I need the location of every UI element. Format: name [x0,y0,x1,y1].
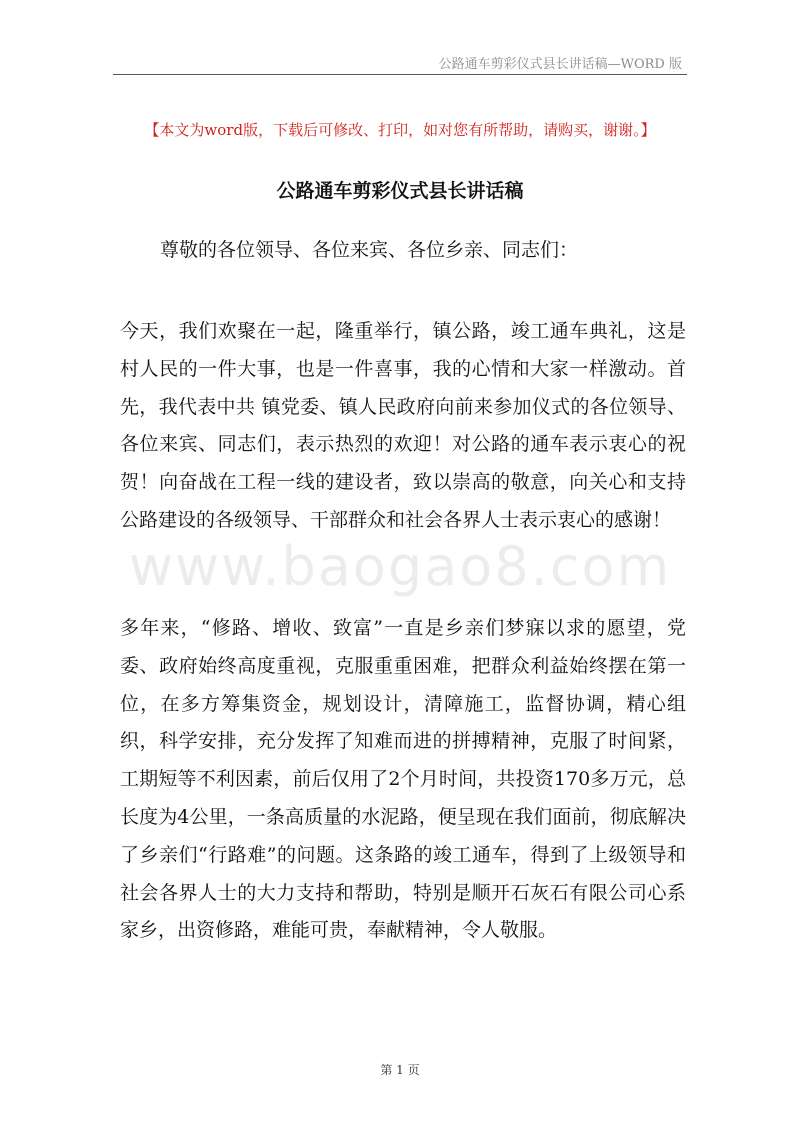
header-divider [113,74,687,75]
running-header: 公路通车剪彩仪式县长讲话稿—WORD 版 [438,57,682,72]
salutation: 尊敬的各位领导、各位来宾、各位乡亲、同志们： [160,239,579,261]
page-number: 第 1 页 [380,1063,420,1077]
watermark: www.baogao8.com [128,535,672,598]
purchase-notice: 【本文为word版，下载后可修改、打印，如对您有所帮助，请购买，谢谢。】 [144,121,656,139]
body-paragraph-1: 今天，我们欢聚在一起，隆重举行，镇公路，竣工通车典礼，这是村人民的一件大事，也是一件喜事，我的心情和大家一样激动。首先，我代表中共 镇党委、镇人民政府向前来参加仪式的各位领导、各位来宾、同志们，表示热烈的欢迎！对公路的通车表示衷心的祝贺！向奋战在工程一线的建设者，致以崇高的敬意，向关心和支持公路建设的各级领导、干部群众和社会各界人士表示衷心的感谢！ [120,320,686,531]
document-title: 公路通车剪彩仪式县长讲话稿 [276,180,524,202]
body-paragraph-2: 多年来，“修路、增收、致富”一直是乡亲们梦寐以求的愿望，党委、政府始终高度重视，克服重重困难，把群众利益始终摆在第一位，在多方筹集资金，规划设计，清障施工，监督协调，精心组织，科学安排，充分发挥了知难而进的拼搏精神，克服了时间紧，工期短等不利因素，前后仅用了2个月时间，共投资170多万元，总长度为4公里，一条高质量的水泥路，便呈现在我们面前，彻底解决了乡亲们“行路难”的问题。这条路的竣工通车，得到了上级领导和社会各界人士的大力支持和帮助，特别是顺开石灰石有限公司心系家乡，出资修路，难能可贵，奉献精神，令人敬服。 [120,617,686,942]
